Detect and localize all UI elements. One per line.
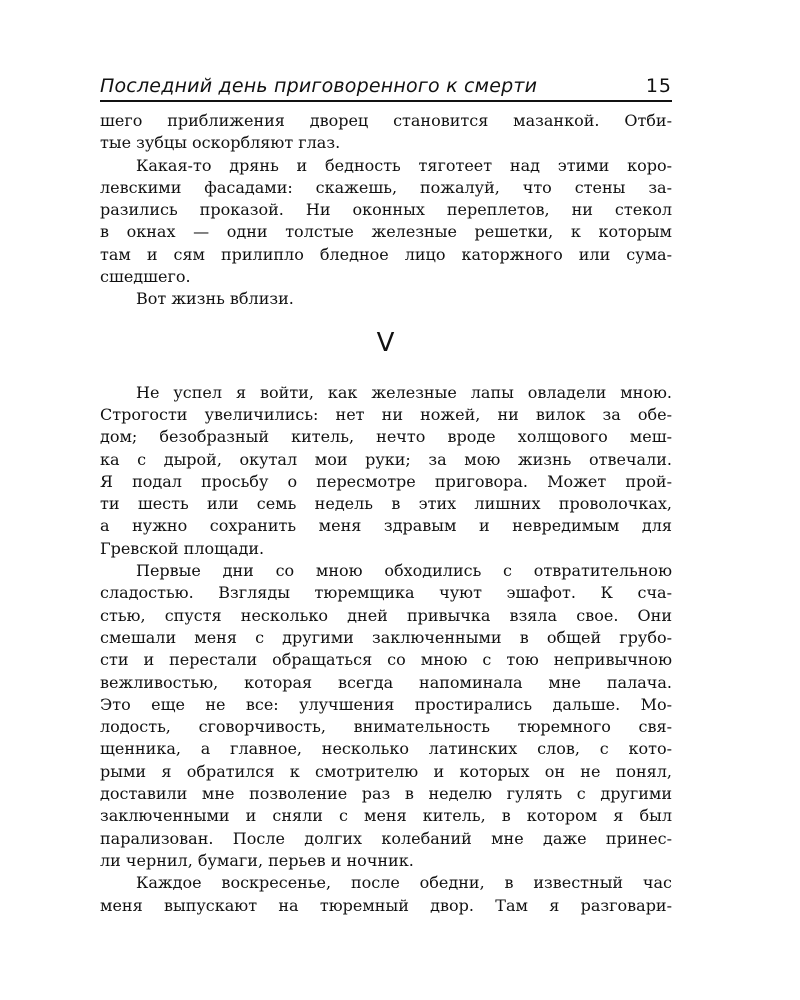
running-title: Последний день приговоренного к смерти [100, 75, 538, 97]
text-line: шего приближения дворец становится мазанкой. Отби- [100, 111, 672, 130]
text-line: вежливостью, которая всегда напоминала мне палача. [100, 672, 672, 692]
text-line: Я подал просьбу о пересмотре приговора. Может прой- [100, 471, 672, 491]
text-line: парализован. После долгих колебаний мне даже принес- [100, 828, 672, 848]
text-line: Каждое воскресенье, после обедни, в известный час [136, 873, 672, 893]
paragraph [100, 560, 672, 872]
text-line: тые зубцы оскорбляют глаз. [100, 133, 341, 153]
text-line: Строгости увеличились: нет ни ножей, ни вилок за обе- [100, 404, 672, 424]
text-line: щенника, а главное, несколько латинских слов, с кото- [100, 739, 672, 759]
text-line: сти и перестали обращаться со мною с тою непривычною [100, 650, 672, 670]
text-line: меня выпускают на тюремный двор. Там я разговари- [100, 895, 672, 915]
book-page [100, 74, 672, 917]
text-line: Какая-то дрянь и бедность тяготеет над этими коро- [136, 155, 672, 175]
running-header [100, 74, 672, 102]
text-line: Вот жизнь вблизи. [136, 289, 294, 309]
text-line: ти шесть или семь недель в этих лишних проволочках, [100, 494, 672, 514]
body-text [100, 110, 672, 917]
text-line: стью, спустя несколько дней привычка взяла свое. Они [100, 605, 672, 625]
text-line: ли чернил, бумаги, перьев и ночник. [100, 850, 414, 870]
paragraph [100, 872, 672, 917]
text-line: разились проказой. Ни оконных переплетов, ни стекол [100, 200, 672, 220]
text-line: доставили мне позволение раз в неделю гулять с другими [100, 784, 672, 804]
paragraph [100, 155, 672, 289]
paragraph [100, 382, 672, 560]
text-line: Не успел я войти, как железные лапы овладели мною. [136, 382, 672, 402]
chapter-heading: V [376, 327, 396, 358]
text-line: лодость, сговорчивость, внимательность тюремного свя- [100, 717, 672, 737]
text-line: левскими фасадами: скажешь, пожалуй, что стены за- [100, 177, 672, 197]
text-line: Это еще не все: улучшения простирались дальше. Мо- [100, 694, 672, 714]
text-line: ка с дырой, окутал мои руки; за мою жизнь отвечали. [100, 449, 672, 469]
paragraph [100, 110, 672, 155]
text-line: в окнах — одни толстые железные решетки, к которым [100, 222, 672, 242]
text-line: смешали меня с другими заключенными в общей грубо- [100, 627, 672, 647]
text-line: дом; безобразный китель, нечто вроде холщового меш- [100, 427, 672, 447]
text-line: Гревской площади. [100, 538, 265, 558]
text-line: сладостью. Взгляды тюремщика чуют эшафот. К сча- [100, 583, 672, 603]
text-line: Первые дни со мною обходились с отвратительною [136, 561, 672, 581]
page-number: 15 [645, 75, 672, 97]
paragraph [100, 288, 672, 310]
text-line: сшедшего. [100, 267, 191, 287]
text-line: рыми я обратился к смотрителю и которых он не понял, [100, 761, 672, 781]
text-line: а нужно сохранить меня здравым и невредимым для [100, 516, 672, 536]
text-line: там и сям прилипло бледное лицо каторжного или сума- [100, 244, 672, 264]
text-line: заключенными и сняли с меня китель, в котором я был [100, 806, 672, 826]
